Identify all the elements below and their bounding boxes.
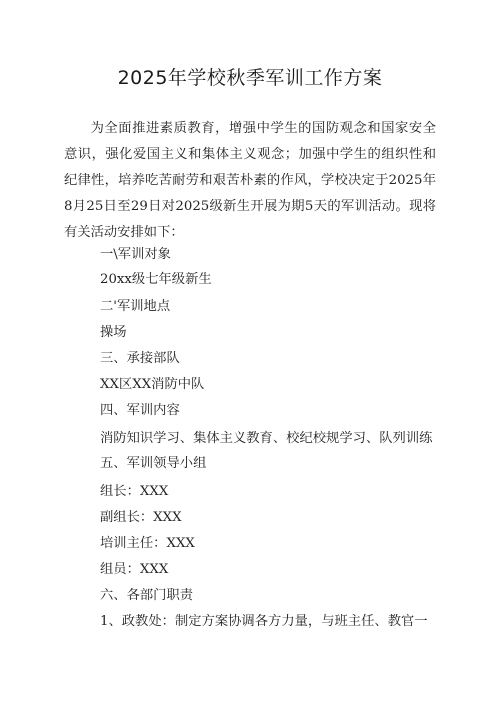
group-member-director: 培训主任：XXX [100, 536, 195, 551]
section-content-location: 操场 [100, 325, 127, 340]
intro-paragraph: 为全面推进素质教育，增强中学生的国防观念和国家安全意识，强化爱国主义和集体主义观念；加强中学生的组织性和纪律性，培养吃苦耐劳和艰苦朴素的作风，学校决定于2025年8月25日至29日对2025级新生开展为期5天的军训活动。现将有关活动安排如下： [64, 121, 436, 240]
section-content-content: 消防知识学习、集体主义教育、校纪校规学习、队列训练 [100, 431, 433, 446]
group-member-members: 组员：XXX [100, 562, 169, 577]
section-heading-duties: 六、各部门职责 [100, 588, 194, 603]
section-heading-location: 二'军训地点 [100, 299, 171, 314]
section-content-unit: XX区XX消防中队 [100, 377, 205, 392]
duties-first-line: 1、政教处：制定方案协调各方力量，与班主任、教官一 [100, 614, 428, 629]
section-heading-unit: 三、承接部队 [100, 351, 180, 366]
group-member-deputy: 副组长：XXX [100, 510, 182, 525]
section-heading-leadership: 五、军训领导小组 [100, 456, 207, 471]
document-title: 2025年学校秋季军训工作方案 [117, 67, 383, 89]
section-content-target: 20xx级七年级新生 [100, 272, 212, 287]
section-heading-target: 一\军训对象 [100, 247, 171, 262]
group-member-leader: 组长：XXX [100, 484, 169, 499]
section-heading-content: 四、军训内容 [100, 403, 180, 418]
